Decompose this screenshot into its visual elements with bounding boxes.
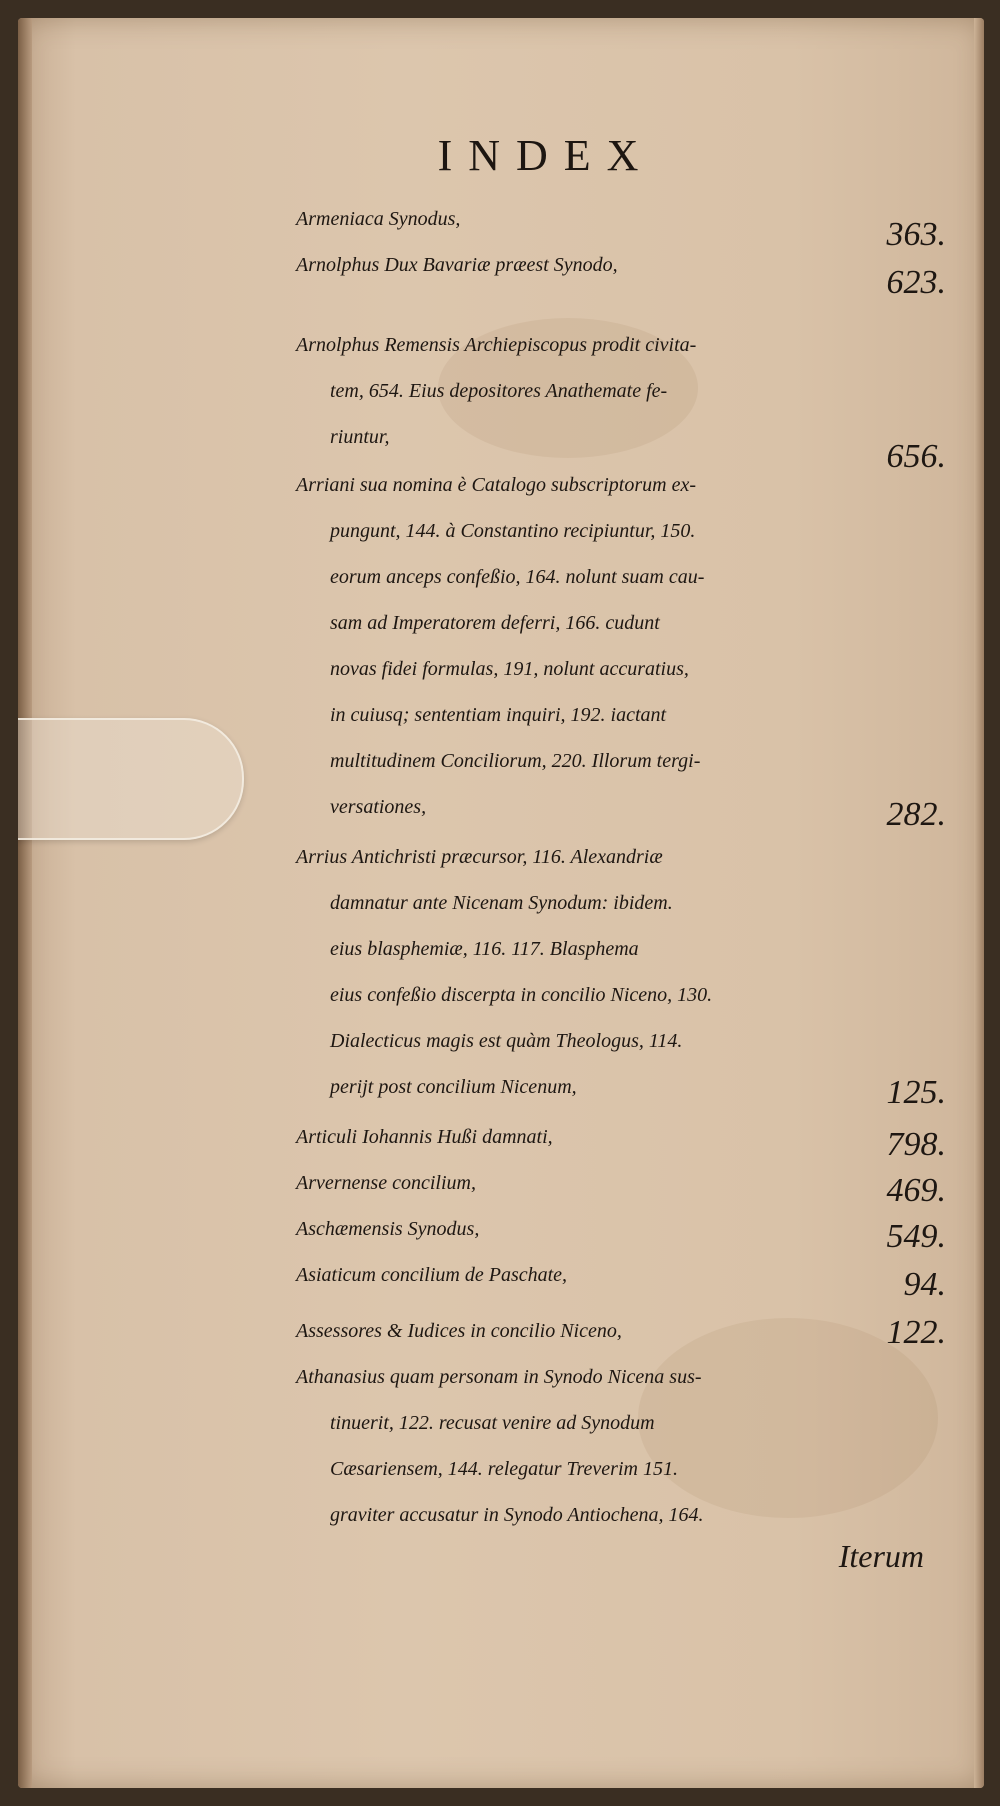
index-entry	[296, 1206, 946, 1255]
page-title: INDEX	[437, 131, 655, 180]
entry-line: tinuerit, 122. recusat venire ad Synodum	[330, 1412, 655, 1434]
entry-line: multitudinem Conciliorum, 220. Illorum tergi-	[330, 750, 701, 772]
entry-line: pungunt, 144. à Constantino recipiuntur, 150.	[330, 520, 696, 542]
index-entry	[296, 462, 946, 833]
page-reference: 469.	[886, 1172, 946, 1209]
entry-line: Arrius Antichristi præcursor, 116. Alexandriæ	[296, 846, 663, 868]
book-gutter	[18, 18, 32, 1788]
entry-line: damnatur ante Nicenam Synodum: ibidem.	[330, 892, 673, 914]
page-reference: 798.	[886, 1126, 946, 1163]
book-page	[18, 18, 984, 1788]
entry-line: Arnolphus Remensis Archiepiscopus prodit civita-	[296, 334, 697, 356]
page-reference: 623.	[886, 264, 946, 301]
index-entry	[296, 1160, 946, 1209]
entry-line: Cæsariensem, 144. relegatur Treverim 151.	[330, 1458, 678, 1480]
entry-line: tem, 654. Eius depositores Anathemate fe-	[330, 380, 668, 402]
entry-line: eorum anceps confeßio, 164. nolunt suam cau-	[330, 566, 705, 588]
index-entry	[296, 1252, 946, 1303]
entry-line: perijt post concilium Nicenum,	[330, 1076, 577, 1098]
entry-line: in cuiusq; sententiam inquiri, 192. iactant	[330, 704, 667, 726]
page-reference: 125.	[886, 1074, 946, 1111]
index-entry	[296, 1354, 946, 1538]
entry-line: Asiaticum concilium de Paschate,	[296, 1264, 568, 1286]
index-entry	[296, 322, 946, 475]
page-reference: 122.	[886, 1314, 946, 1351]
page-reference: 549.	[886, 1218, 946, 1255]
catchword: Iterum	[838, 1538, 924, 1574]
entry-line: riuntur,	[330, 426, 390, 448]
plastic-tab	[18, 718, 244, 840]
entry-line: novas fidei formulas, 191, nolunt accuratius,	[330, 658, 689, 680]
entry-line: Athanasius quam personam in Synodo Nicena sus-	[296, 1366, 702, 1388]
entry-line: Dialecticus magis est quàm Theologus, 114.	[330, 1030, 683, 1052]
page-reference: 94.	[903, 1266, 946, 1303]
index-entry	[296, 196, 946, 253]
index-entry	[296, 1308, 946, 1354]
page-reference: 282.	[886, 796, 946, 833]
entry-line: Assessores & Iudices in concilio Niceno,	[296, 1320, 622, 1342]
entry-line: graviter accusatur in Synodo Antiochena, 164.	[330, 1504, 704, 1526]
index-entry	[296, 1114, 946, 1163]
entry-line: Arriani sua nomina è Catalogo subscriptorum ex-	[296, 474, 696, 496]
page-reference: 656.	[886, 438, 946, 475]
entry-line: Arnolphus Dux Bavariæ præest Synodo,	[296, 254, 618, 276]
index-entry	[296, 242, 946, 301]
entry-line: Aschæmensis Synodus,	[296, 1218, 480, 1240]
entry-line: Arvernense concilium,	[296, 1172, 476, 1194]
page-edge	[974, 18, 984, 1788]
entry-line: Articuli Iohannis Hußi damnati,	[296, 1126, 553, 1148]
entry-line: Armeniaca Synodus,	[296, 208, 461, 230]
entry-line: eius confeßio discerpta in concilio Niceno, 130.	[330, 984, 713, 1006]
entry-line: sam ad Imperatorem deferri, 166. cudunt	[330, 612, 660, 634]
page-reference: 363.	[886, 216, 946, 253]
index-entry	[296, 834, 946, 1110]
entry-line: versationes,	[330, 796, 427, 818]
entry-line: eius blasphemiæ, 116. 117. Blasphema	[330, 938, 639, 960]
